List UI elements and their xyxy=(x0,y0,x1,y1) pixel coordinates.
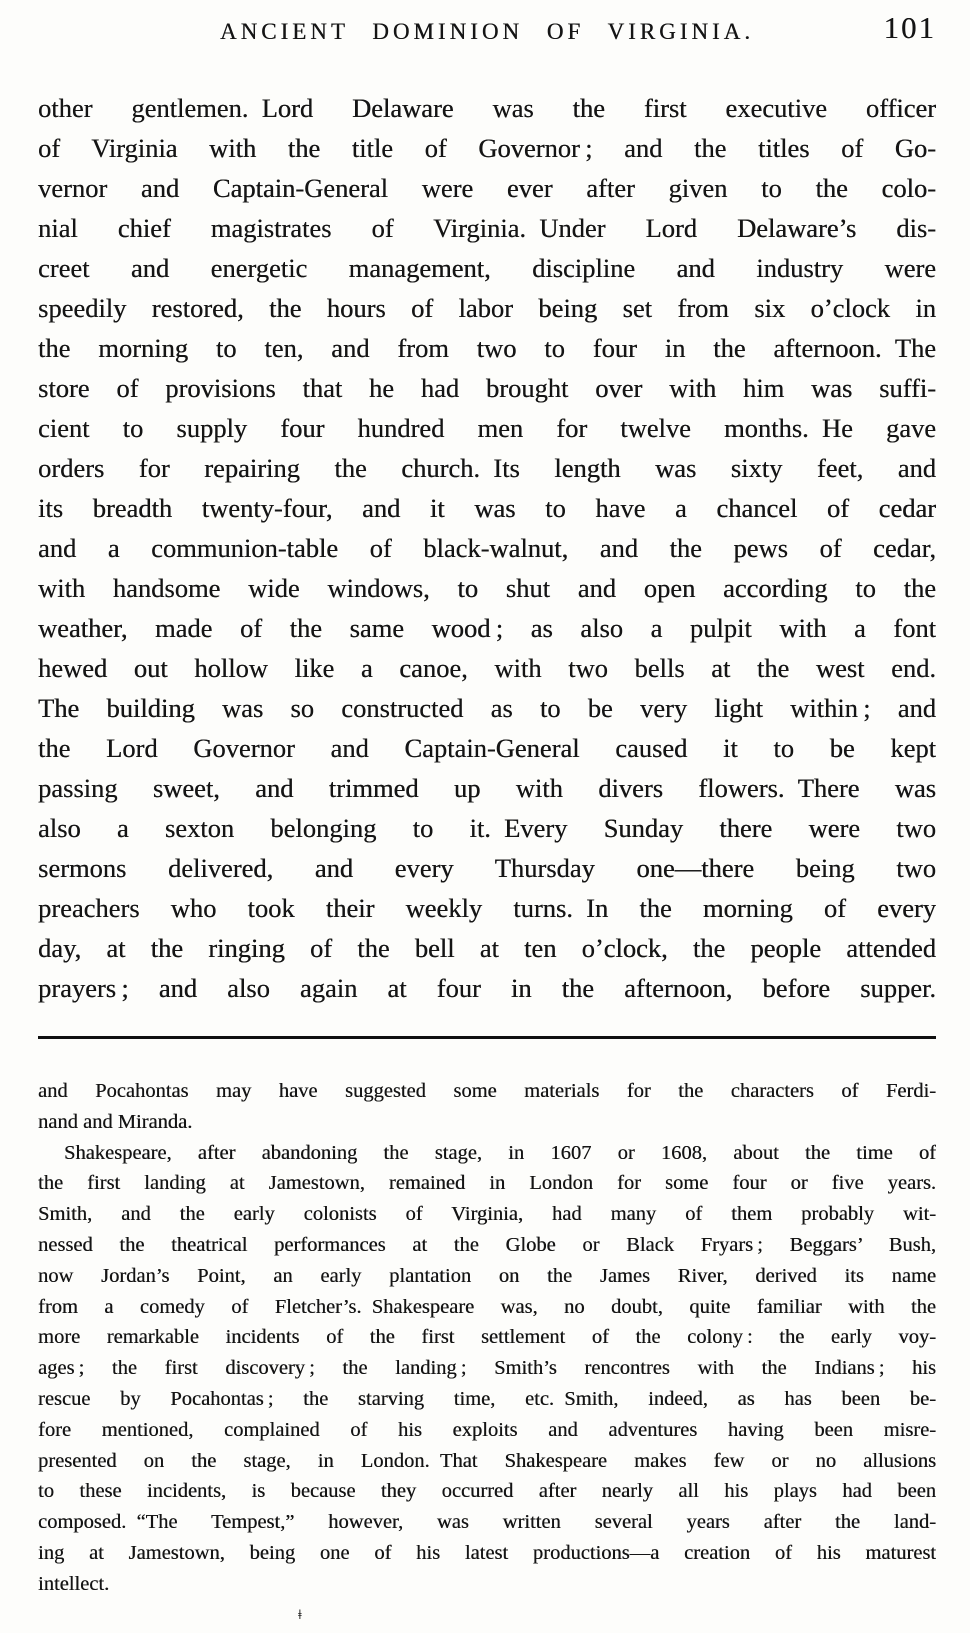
body-line: creet and energetic management, discipline and industry were xyxy=(38,253,936,283)
body-line: the Lord Governor and Captain-General caused it to be kept xyxy=(38,733,936,763)
body-line: orders for repairing the church. Its length was sixty feet, and xyxy=(38,453,936,483)
footnote-line: now Jordan’s Point, an early plantation on the James River, derived its name xyxy=(38,1264,936,1287)
page-number: 101 xyxy=(883,10,936,45)
body-line: also a sexton belonging to it. Every Sunday there were two xyxy=(38,813,936,843)
footnote-line: ages ; the first discovery ; the landing ; Smith’s rencontres with the Indians ; his xyxy=(38,1357,936,1380)
footnote-line: Smith, and the early colonists of Virginia, had many of them probably wit- xyxy=(38,1203,936,1226)
footnote-line: nessed the theatrical performances at the Globe or Black Fryars ; Beggars’ Bush, xyxy=(38,1233,936,1256)
footnote-line: rescue by Pocahontas ; the starving time, etc. Smith, indeed, as has been be- xyxy=(38,1387,936,1410)
body-line: nial chief magistrates of Virginia. Under Lord Delaware’s dis- xyxy=(38,213,936,243)
body-line: store of provisions that he had brought over with him was suffi- xyxy=(38,373,936,403)
running-header xyxy=(38,19,936,45)
body-line: hewed out hollow like a canoe, with two bells at the west end. xyxy=(38,653,936,683)
body-line: day, at the ringing of the bell at ten o’clock, the people attended xyxy=(38,933,936,963)
body-line: and a communion-table of black-walnut, and the pews of cedar, xyxy=(38,533,936,563)
footnote xyxy=(38,1076,936,1600)
body-line: preachers who took their weekly turns. In the morning of every xyxy=(38,893,936,923)
body-line: passing sweet, and trimmed up with divers flowers. There was xyxy=(38,773,936,803)
footnote-line: nand and Miranda. xyxy=(38,1110,193,1133)
body-line: weather, made of the same wood ; as also a pulpit with a font xyxy=(38,613,936,643)
body-line: with handsome wide windows, to shut and open according to the xyxy=(38,573,936,603)
body-line: other gentlemen. Lord Delaware was the first executive officer xyxy=(38,93,936,123)
body-line: the morning to ten, and from two to four in the afternoon. The xyxy=(38,333,936,363)
footnote-line: more remarkable incidents of the first settlement of the colony : the early voy- xyxy=(38,1326,936,1349)
running-title: ANCIENT DOMINION OF VIRGINIA. xyxy=(219,19,755,44)
footnote-line: composed. “The Tempest,” however, was written several years after the land- xyxy=(38,1511,936,1534)
body-line: vernor and Captain-General were ever after given to the colo- xyxy=(38,173,936,203)
body-line: its breadth twenty-four, and it was to have a chancel of cedar xyxy=(38,493,936,523)
footnote-line: Shakespeare, after abandoning the stage, in 1607 or 1608, about the time of xyxy=(64,1141,936,1164)
body-line: of Virginia with the title of Governor ; and the titles of Go- xyxy=(38,133,936,163)
footnote-rule xyxy=(38,1036,936,1039)
footnote-line: intellect. xyxy=(38,1572,110,1595)
body-line: cient to supply four hundred men for twelve months. He gave xyxy=(38,413,936,443)
body-line: prayers ; and also again at four in the afternoon, before supper. xyxy=(38,973,936,1003)
footnote-line: from a comedy of Fletcher’s. Shakespeare was, no doubt, quite familiar with the xyxy=(38,1295,936,1318)
body-line: speedily restored, the hours of labor being set from six o’clock in xyxy=(38,293,936,323)
ink-speck-mark: ǂ xyxy=(298,1608,302,1623)
body-line: The building was so constructed as to be very light within ; and xyxy=(38,693,936,723)
footnote-line: fore mentioned, complained of his exploits and adventures having been misre- xyxy=(38,1418,936,1441)
footnote-line: presented on the stage, in London. That Shakespeare makes few or no allusions xyxy=(38,1449,936,1472)
body-line: sermons delivered, and every Thursday one—there being two xyxy=(38,853,936,883)
footnote-line: to these incidents, is because they occurred after nearly all his plays had been xyxy=(38,1480,936,1503)
footnote-line: ing at Jamestown, being one of his latest productions—a creation of his maturest xyxy=(38,1541,936,1564)
body-text xyxy=(38,88,936,1008)
footnote-line: and Pocahontas may have suggested some materials for the characters of Ferdi- xyxy=(38,1080,936,1102)
footnote-line: the first landing at Jamestown, remained in London for some four or five years. xyxy=(38,1172,936,1195)
